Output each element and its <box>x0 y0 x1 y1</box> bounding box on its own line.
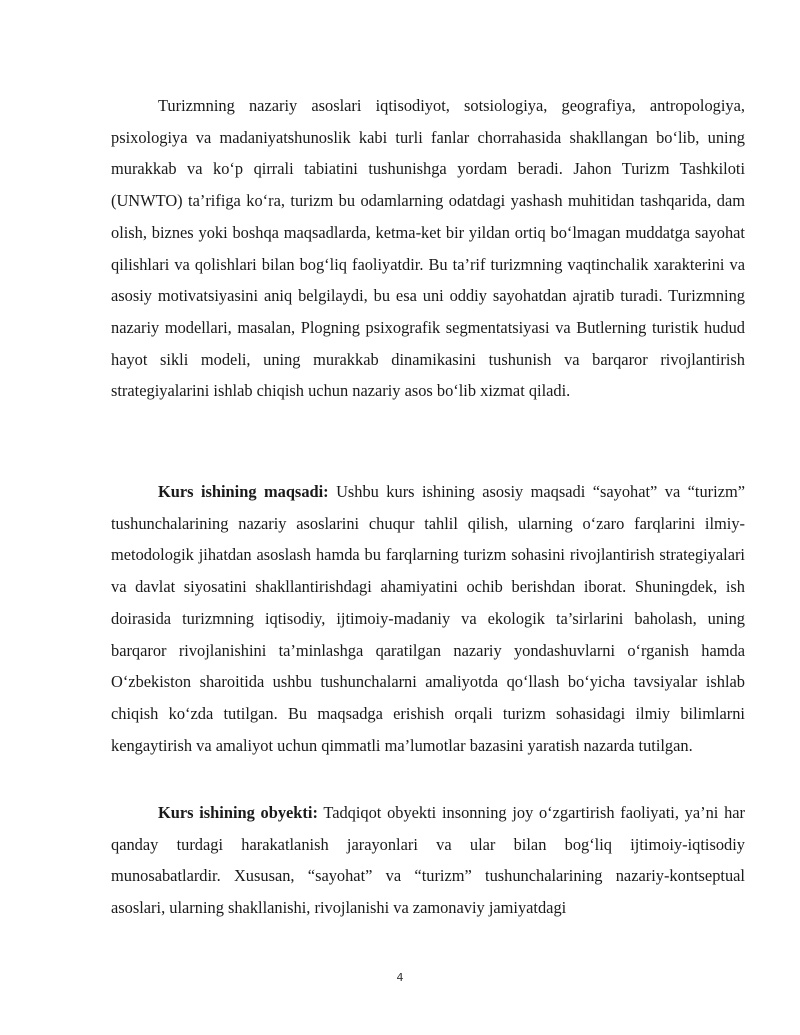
paragraph-goal <box>111 476 745 761</box>
paragraph-theory <box>111 90 745 407</box>
paragraph-theory-text: Turizmning nazariy asoslari iqtisodiyot, sotsiologiya, geografiya, antropologiya, psixologiya va madaniyatshunoslik kabi turli fanlar chorrahasida shakllangan bo‘lib, uning murakkab va ko‘p qirrali tabiatini tushunishga yordam beradi. Jahon Turizm Tashkiloti (UNWTO) ta’rifiga ko‘ra, turizm bu odamlarning odatdagi yashash muhitidan tashqarida, dam olish, biznes yoki boshqa maqsadlarda, ketma-ket bir yildan ortiq bo‘lmagan muddatga sayohat qilishlari va qolishlari bilan bog‘liq faoliyatdir. Bu ta’rif turizmning vaqtinchalik xarakterini va asosiy motivatsiyasini aniq belgilaydi, bu esa uni oddiy sayohatdan ajratib turadi. Turizmning nazariy modellari, masalan, Plogning psixografik segmentatsiyasi va Butlerning turistik hudud hayot sikli modeli, uning murakkab dinamikasini tushunish va barqaror rivojlantirish strategiyalarini ishlab chiqish uchun nazariy asos bo‘lib xizmat qiladi. <box>111 96 745 401</box>
page-number: 4 <box>396 971 404 984</box>
paragraph-object-heading: Kurs ishining obyekti: <box>158 803 318 822</box>
paragraph-object <box>111 797 745 924</box>
paragraph-goal-text: Ushbu kurs ishining asosiy maqsadi “sayohat” va “turizm” tushunchalarining nazariy asoslarini chuqur tahlil qilish, ularning o‘zaro farqlarini ilmiy-metodologik jihatdan asoslash hamda bu farqlarning turizm sohasini rivojlantirish strategiyalari va davlat siyosatini shakllantirishdagi ahamiyatini ochib berishdan iborat. Shuningdek, ish doirasida turizmning iqtisodiy, ijtimoiy-madaniy va ekologik ta’sirlarini baholash, uning barqaror rivojlanishini ta’minlashga qaratilgan nazariy yondashuvlarni o‘rganish hamda O‘zbekiston sharoitida ushbu tushunchalarni amaliyotda qo‘llash bo‘yicha tavsiyalar ishlab chiqish ko‘zda tutilgan. Bu maqsadga erishish orqali turizm sohasidagi ilmiy bilimlarni kengaytirish va amaliyot uchun qimmatli ma’lumotlar bazasini yaratish nazarda tutilgan. <box>111 482 745 755</box>
paragraph-goal-heading: Kurs ishining maqsadi: <box>158 482 329 501</box>
paragraph-object-text: Tadqiqot obyekti insonning joy o‘zgartirish faoliyati, ya’ni har qanday turdagi harakatlanish jarayonlari va ular bilan bog‘liq ijtimoiy-iqtisodiy munosabatlardir. Xususan, “sayohat” va “turizm” tushunchalarining nazariy-kontseptual asoslari, ularning shakllanishi, rivojlanishi va zamonaviy jamiyatdagi <box>111 803 745 918</box>
